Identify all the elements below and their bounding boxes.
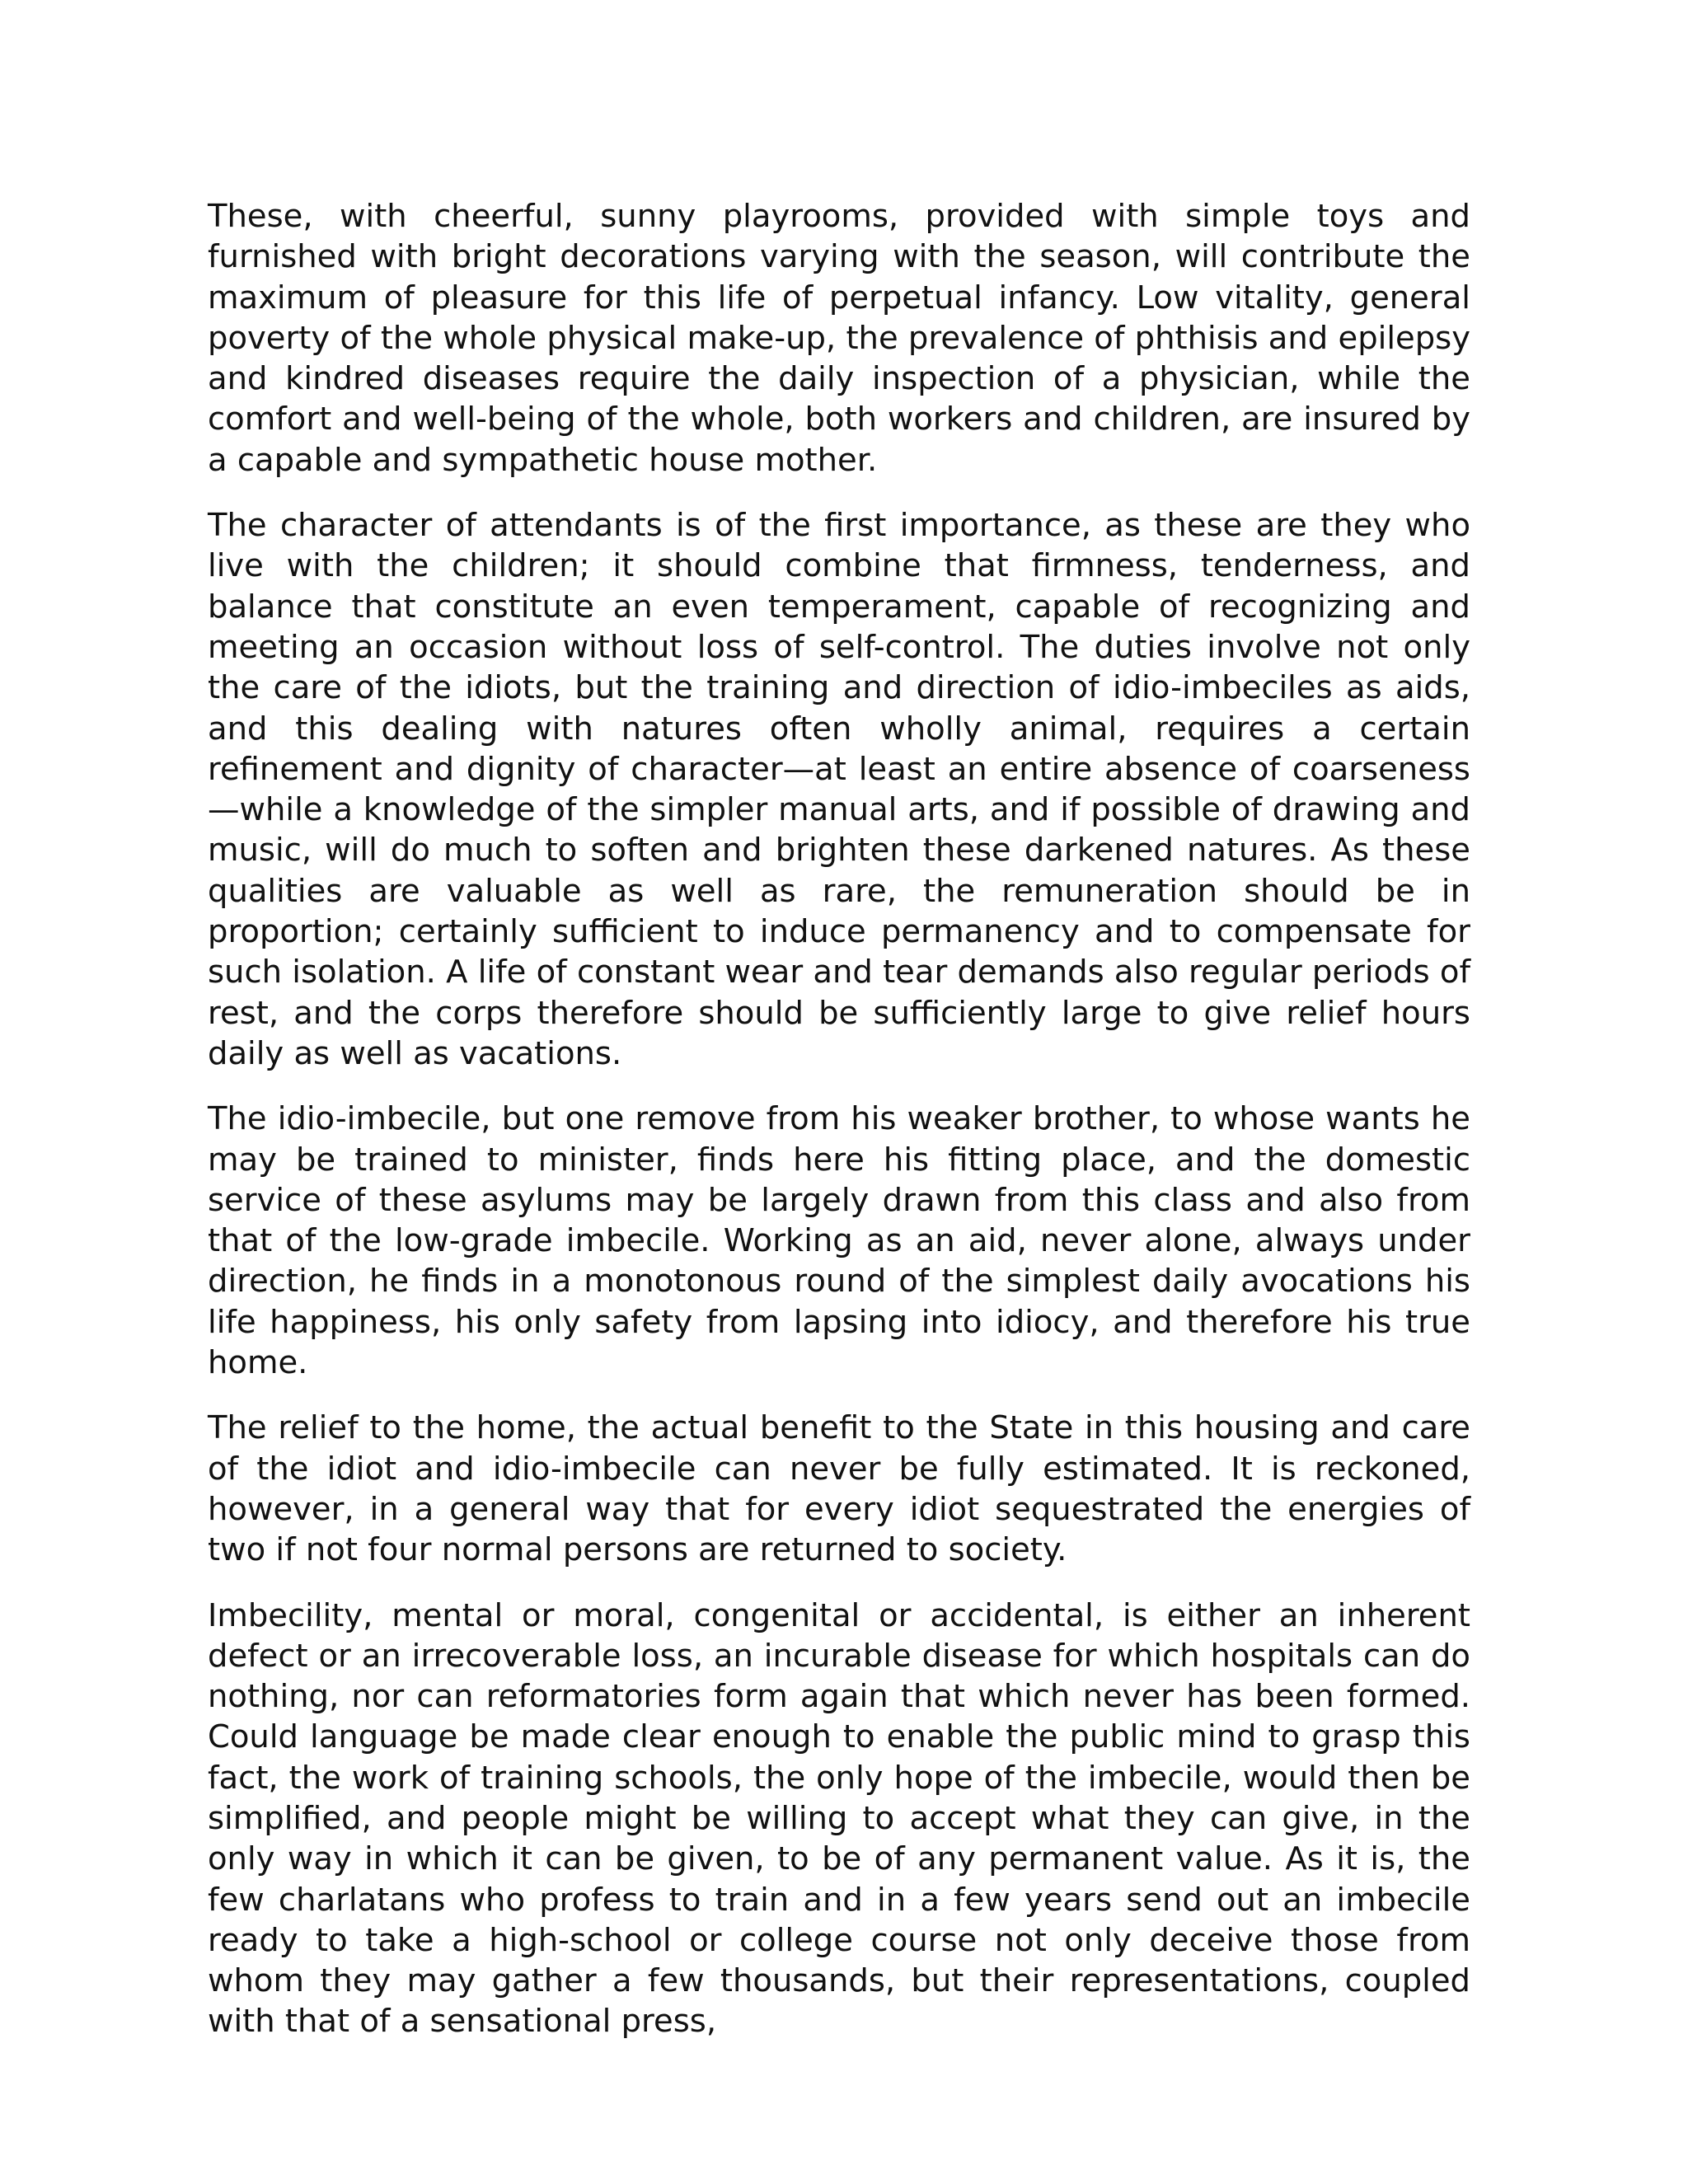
paragraph-4: The relief to the home, the actual benefit to the State in this housing and care of the idiot and idio-imbecile can never be fully estimated. It is reckoned, however, in a general way that for every idiot sequestrated the energies of two if not four normal persons are returned to society. xyxy=(208,1409,1470,1569)
paragraph-3: The idio-imbecile, but one remove from his weaker brother, to whose wants he may be trained to minister, finds here his fitting place, and the domestic service of these asylums may be largely drawn from this class and also from that of the low-grade imbecile. Working as an aid, never alone, always under direction, he finds in a monotonous round of the simplest daily avocations his life happiness, his only safety from lapsing into idiocy, and therefore his true home. xyxy=(208,1100,1470,1382)
paragraph-1: These, with cheerful, sunny playrooms, provided with simple toys and furnished with bright decorations varying with the season, will contribute the maximum of pleasure for this life of perpetual infancy. Low vitality, general poverty of the whole physical make-up, the prevalence of phthisis and epilepsy and kindred diseases require the daily inspection of a physician, while the comfort and well-being of the whole, both workers and children, are insured by a capable and sympathetic house mother. xyxy=(208,198,1470,479)
paragraph-2: The character of attendants is of the first importance, as these are they who live with the children; it should combine that firmness, tenderness, and balance that constitute an even temperament, capable of recognizing and meeting an occasion without loss of self-control. The duties involve not only the care of the idiots, but the training and direction of idio-imbeciles as aids, and this dealing with natures often wholly animal, requires a certain refinement and dignity of character—at least an entire absence of coarseness—while a knowledge of the simpler manual arts, and if possible of drawing and music, will do much to soften and brighten these darkened natures. As these qualities are valuable as well as rare, the remuneration should be in proportion; certainly sufficient to induce permanency and to compensate for such isolation. A life of constant wear and tear demands also regular periods of rest, and the corps therefore should be sufficiently large to give relief hours daily as well as vacations. xyxy=(208,507,1470,1072)
paragraph-5: Imbecility, mental or moral, congenital or accidental, is either an inherent defect or an irrecoverable loss, an incurable disease for which hospitals can do nothing, nor can reformatories form again that which never has been formed. Could language be made clear enough to enable the public mind to grasp this fact, the work of training schools, the only hope of the imbecile, would then be simplified, and people might be willing to accept what they can give, in the only way in which it can be given, to be of any permanent value. As it is, the few charlatans who profess to train and in a few years send out an imbecile ready to take a high-school or college course not only deceive those from whom they may gather a few thousands, but their representations, coupled with that of a sensational press, xyxy=(208,1596,1470,2041)
body-text xyxy=(208,196,1470,2042)
